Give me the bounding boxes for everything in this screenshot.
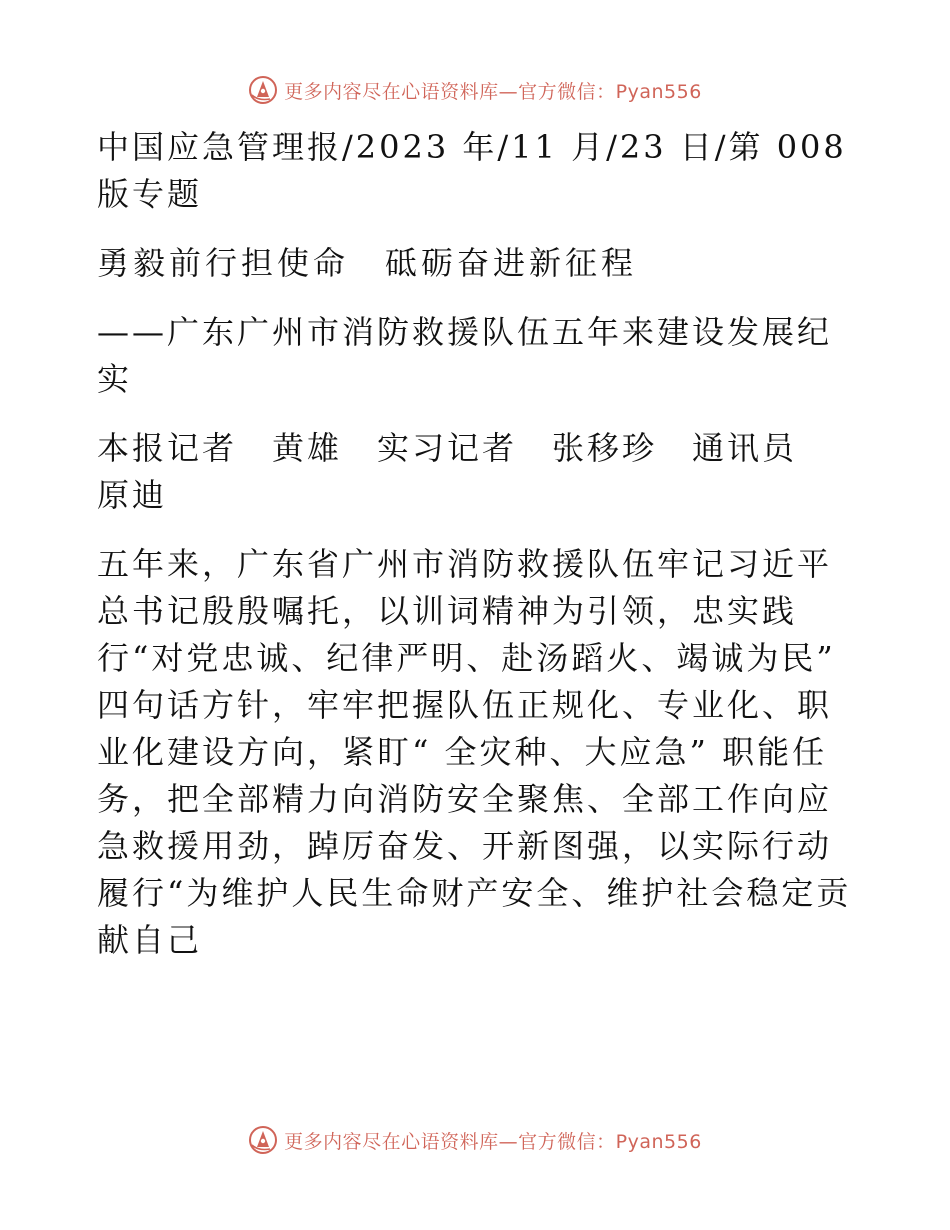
footer-watermark [0, 1120, 950, 1160]
watermark-text: 更多内容尽在心语资料库—官方微信：Pyan556 [284, 1130, 702, 1153]
byline: 本报记者 黄雄 实习记者 张移珍 通讯员 原迪 [97, 429, 833, 514]
watermark-text: 更多内容尽在心语资料库—官方微信：Pyan556 [284, 80, 702, 103]
body-paragraph: 五年来，广东省广州市消防救援队伍牢记习近平总书记殷殷嘱托，以训词精神为引领，忠实践行“对党忠诚、纪律严明、赴汤蹈火、竭诚为民” 四句话方针，牢牢把握队伍正规化、专业化、职业化建设方向，紧盯“ 全灾种、大应急” 职能任务，把全部精力向消防安全聚焦、全部工作向应急救援用劲，踔厉奋发、开新图强，以实际行动履行“为维护人民生命财产安全、维护社会稳定贡献自己 [97, 545, 852, 959]
article-title: 勇毅前行担使命 砥砺奋进新征程 [97, 244, 638, 282]
pen-nib-circle-icon [248, 75, 278, 105]
header-watermark [0, 70, 950, 110]
article-subtitle: ——广东广州市消防救援队伍五年来建设发展纪实 [97, 313, 833, 398]
source-line: 中国应急管理报/2023 年/11 月/23 日/第 008 版专题 [97, 128, 847, 213]
pen-nib-circle-icon [248, 1125, 278, 1155]
article [97, 124, 857, 964]
